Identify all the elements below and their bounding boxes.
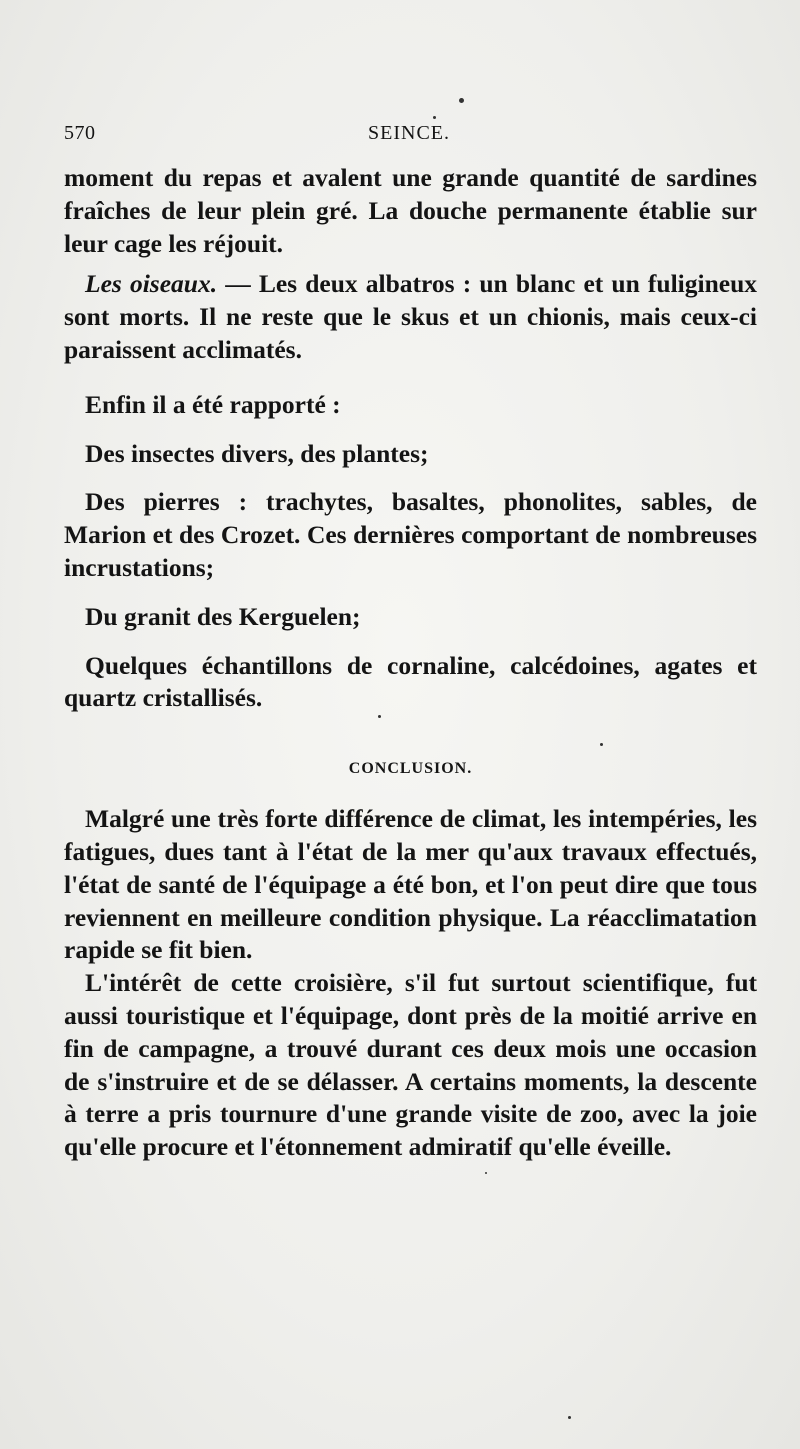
scan-speck xyxy=(459,98,464,103)
paragraph-birds xyxy=(64,268,757,366)
list-item-minerals: Quelques échantillons de cornaline, calcédoines, agates et quartz cristallisés. xyxy=(64,650,757,713)
birds-rest: — Les deux albatros : un blanc et un fuligineux sont morts. Il ne reste que le skus et un chionis, mais ceux-ci paraissent acclimatés. xyxy=(64,269,757,364)
running-head: SEINCE. xyxy=(368,122,450,144)
body-text xyxy=(64,162,757,1164)
conclusion-heading: CONCLUSION. xyxy=(348,760,473,778)
conclusion-paragraph-1: Malgré une très forte différence de climat, les intempéries, les fatigues, dues tant à l'état de la mer qu'aux travaux effectués, l'état de santé de l'équipage a été bon, et l'on peut dire que tous reviennent en meilleure condition physique. La réacclimatation rapide se fit bien. xyxy=(64,804,757,965)
list-item-granite: Du granit des Kerguelen; xyxy=(85,601,361,631)
scan-speck xyxy=(600,743,603,746)
scan-speck xyxy=(568,1416,571,1419)
list-item-insects: Des insectes divers, des plantes; xyxy=(85,438,429,468)
scan-speck xyxy=(378,715,381,718)
scan-speck xyxy=(433,116,436,119)
paragraph-continuation: moment du repas et avalent une grande quantité de sardines fraîches de leur plein gré. La douche permanente établie sur leur cage les réjouit. xyxy=(64,163,757,258)
page-header xyxy=(64,122,754,152)
page-number: 570 xyxy=(64,122,96,144)
scan-speck xyxy=(485,1172,487,1174)
birds-lead: Les oiseaux. xyxy=(85,269,218,299)
conclusion-paragraph-2: L'intérêt de cette croisière, s'il fut surtout scientifique, fut aussi touristique et l'équipage, dont près de la moitié arrive en fin de campagne, a trouvé durant ces deux mois une occasion de s'instruire et de se délasser. A certains moments, la descente à terre a pris tournure d'une grande visite de zoo, avec la joie qu'elle procure et l'étonnement admiratif qu'elle éveille. xyxy=(64,968,757,1162)
paragraph-enfin: Enfin il a été rapporté : xyxy=(85,389,341,419)
list-item-stones: Des pierres : trachytes, basaltes, phonolites, sables, de Marion et des Crozet. Ces dernières comportant de nombreuses incrustations; xyxy=(64,487,757,582)
